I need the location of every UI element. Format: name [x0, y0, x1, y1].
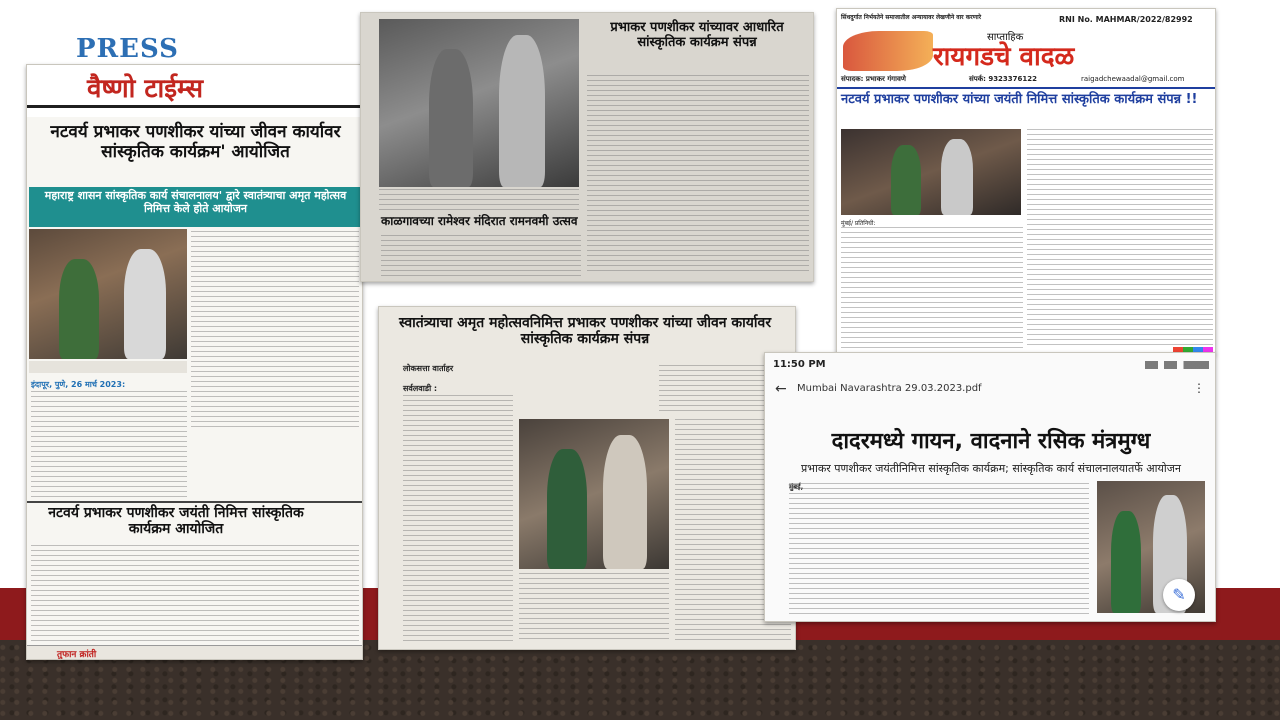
clipping-vaishno-times: [26, 64, 363, 660]
photo-caption: [379, 189, 579, 213]
masthead-area: [27, 65, 363, 117]
news-photo: [519, 419, 669, 569]
article-text-right: [1027, 129, 1213, 349]
contact-label: संपर्क: 9323376122: [969, 75, 1038, 83]
clipping-raigadche-vadal: [836, 8, 1216, 354]
section-divider: [27, 501, 363, 503]
back-arrow-icon[interactable]: ←: [775, 381, 787, 397]
edit-fab-icon[interactable]: ✎: [1163, 579, 1195, 611]
news-photo: [841, 129, 1021, 215]
top-note: सिंधदुर्गात निर्भयतेने समाजातील अन्यायावर लेखणीने वार करणारे: [841, 14, 982, 21]
article-text-bottom: [31, 545, 359, 645]
clipping-mumbai-navarashtra: [764, 352, 1216, 622]
masthead: वैष्णो टाईम्स: [87, 74, 204, 104]
masthead: रायगडचे वादळ: [933, 42, 1075, 72]
byline: मुंबई/ प्रतिनिधी:: [841, 220, 876, 227]
article-text-right: [191, 231, 359, 431]
editor-label: संपादक: प्रभाकर गंगावणे: [841, 75, 906, 83]
email-label: raigadchewaadal@gmail.com: [1081, 75, 1185, 83]
status-icons: [1145, 361, 1209, 369]
masthead-rule: [837, 87, 1216, 89]
source-label: लोकसत्ता वार्ताहर: [403, 364, 454, 373]
clipping-loksatta: [378, 306, 796, 650]
article-text-right: [587, 75, 809, 275]
article-text-left: [403, 395, 513, 641]
rni-number: RNI No. MAHMAR/2022/82992: [1059, 15, 1193, 24]
clipping-ramnavami: [360, 12, 814, 282]
weekly-label: साप्ताहिक: [987, 32, 1024, 43]
dateline: मुंबई,: [789, 483, 804, 491]
article-text-left: [381, 235, 581, 279]
news-photo: [379, 19, 579, 187]
headline: नटवर्य प्रभाकर पणशीकर यांच्या जयंती निमित्त सांस्कृतिक कार्यक्रम संपन्न !!: [841, 92, 1198, 107]
masthead-logo: [843, 31, 933, 71]
headline: दादरमध्ये गायन, वादनाने रसिक मंत्रमुग्ध: [831, 429, 1151, 454]
photo-caption: [29, 361, 187, 373]
masthead-rule: [27, 105, 363, 108]
news-photo: [29, 229, 187, 359]
headline: प्रभाकर पणशीकर यांच्यावर आधारित सांस्कृतिक कार्यक्रम संपन्न: [610, 20, 784, 50]
headline-2: नटवर्य प्रभाकर पणशीकर जयंती निमित्त सांस्कृतिक कार्यक्रम आयोजित: [48, 505, 304, 538]
footer-bar: [27, 645, 363, 660]
press-title: PRESS: [76, 34, 179, 64]
headline: नटवर्य प्रभाकर पणशीकर यांच्या जीवन कार्यावर सांस्कृतिक कार्यक्रम' आयोजित: [50, 122, 341, 162]
footer-masthead: तुफान क्रांती: [57, 650, 97, 660]
dateline: इंदापूर, पुणे, 26 मार्च 2023:: [31, 380, 126, 389]
subheadline: प्रभाकर पणशीकर जयंतीनिमित्त सांस्कृतिक कार्यक्रम; सांस्कृतिक कार्य संचालनालयातर्फे आयोजन: [801, 462, 1181, 475]
article-text: [789, 483, 1089, 615]
article-text-left: [841, 227, 1023, 349]
subheadline-banner: महाराष्ट्र शासन सांस्कृतिक कार्य संचालनालय' द्वारे स्वातंत्र्याचा अमृत महोत्सव निमित्त केले होते आयोजन: [29, 187, 362, 227]
headline: स्वातंत्र्याचा अमृत महोत्सवनिमित्त प्रभाकर पणशीकर यांच्या जीवन कार्यावर सांस्कृतिक कार्यक्रम संपन्न: [398, 315, 772, 348]
article-text-left: [31, 391, 187, 499]
dateline: सर्वलवाडी :: [403, 384, 438, 393]
headline-2: काळगावच्या रामेश्वर मंदिरात रामनवमी उत्सव: [381, 214, 578, 228]
article-text-center-bottom: [519, 573, 669, 643]
phone-status-time: 11:50 PM: [773, 359, 826, 370]
pdf-file-title: Mumbai Navarashtra 29.03.2023.pdf: [797, 383, 982, 394]
share-icon[interactable]: ⋮: [1193, 381, 1205, 395]
